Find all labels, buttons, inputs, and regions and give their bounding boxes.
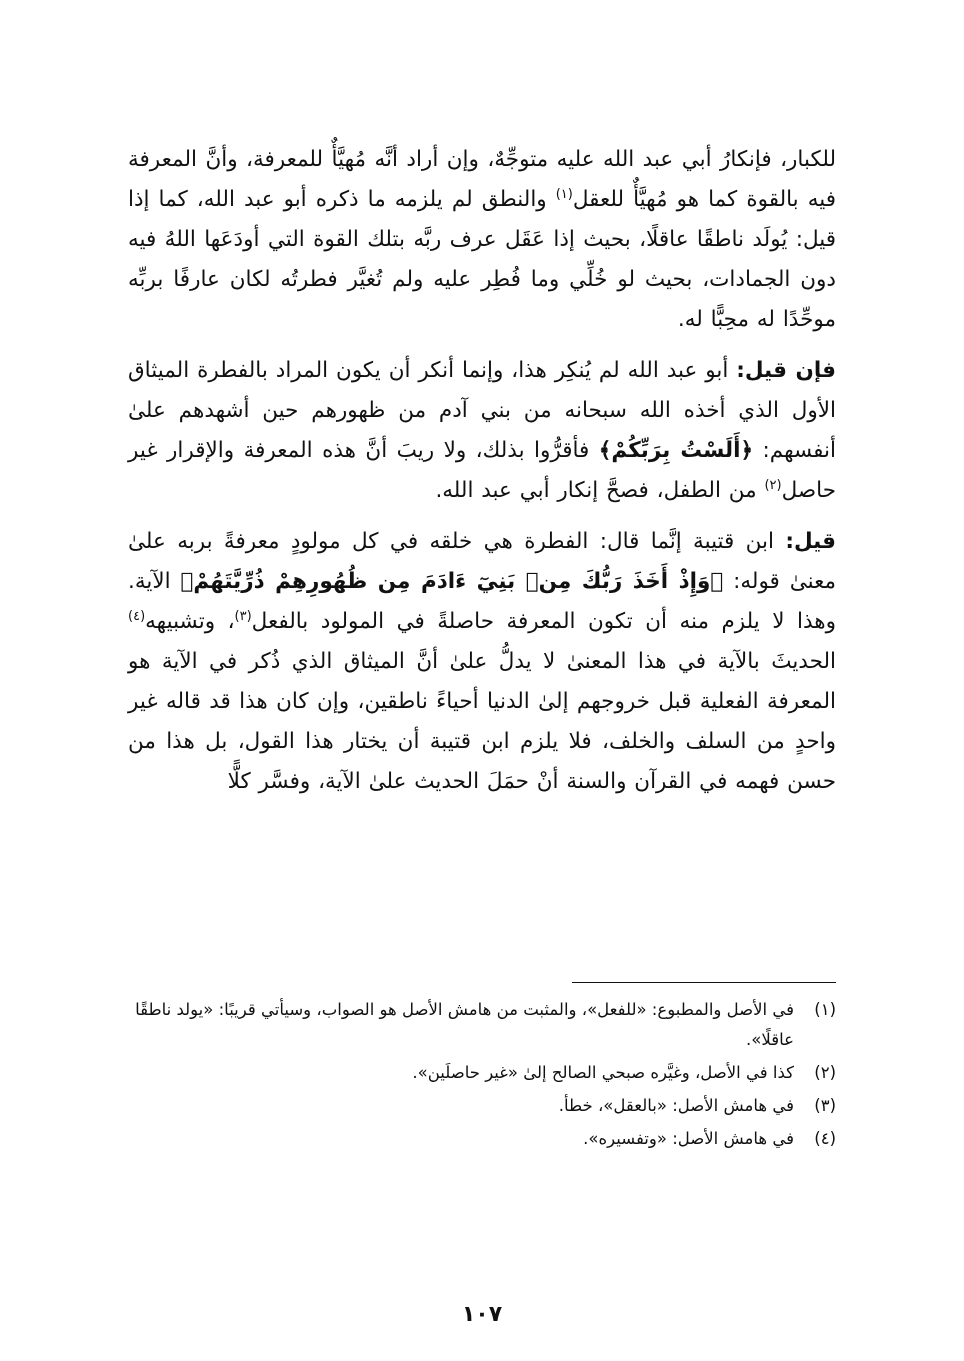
footnote-ref: (١) bbox=[555, 186, 573, 202]
footnote-ref: (٤) bbox=[128, 608, 146, 624]
footnote bbox=[128, 1124, 836, 1154]
page-number: ١٠٧ bbox=[461, 1302, 503, 1327]
paragraph bbox=[128, 522, 836, 802]
footnote-text: كذا في الأصل، وغيَّره صبحي الصالح إلىٰ «غير حاصلَين». bbox=[412, 1063, 794, 1082]
text-run: أبو عبد الله لم يُنكِر هذا، وإنما أنكر أن يكون المراد بالفطرة الميثاق الأول الذي أخذه الله سبحانه من بني آدم من ظهورهم حين أشهدهم علىٰ أنفسهم: bbox=[128, 358, 837, 463]
text-run: للكبار، فإنكارُ أبي عبد الله عليه متوجِّهٌ، وإن أراد أنَّه مُهيَّأٌ للمعرفة، وأنَّ المعرفة فيه بالقوة كما هو مُهيَّأٌ للعقل bbox=[128, 147, 836, 212]
paragraph-lead: قيل: bbox=[785, 529, 836, 554]
quran-quote: ﴿وَإِذْ أَخَذَ رَبُّكَ مِنۢ بَنِيٓ ءَادَمَ مِن ظُهُورِهِمْ ذُرِّيَّتَهُمْ﴾ bbox=[180, 569, 724, 594]
text-run: والنطق لم يلزمه ما ذكره أبو عبد الله، كما إذا قيل: يُولَد ناطقًا عاقلًا، بحيث إذا عَقَل عرف ربَّه بتلك القوة التي أودَعَها اللهُ فيه دون الجمادات، بحيث لو خُلِّي وما فُطِر عليه ولم تُغيَّر فطرتُه لكان عارفًا بربِّه موحِّدًا له محِبًّا له. bbox=[128, 187, 836, 332]
text-run: فأقرُّوا بذلك، ولا ريبَ أنَّ هذه المعرفة والإقرار غير حاصل bbox=[128, 438, 836, 503]
footnote-separator bbox=[572, 982, 836, 983]
text-run: من الطفل، فصحَّ إنكار أبي عبد الله. bbox=[435, 478, 765, 503]
footnote-number: (٣) bbox=[814, 1096, 836, 1115]
footnote bbox=[128, 995, 836, 1055]
footnote-ref: (٣) bbox=[234, 608, 252, 624]
footnote bbox=[128, 1058, 836, 1088]
text-run: ابن قتيبة إنَّما قال: الفطرة هي خلقه في كل مولودٍ معرفةً بربه علىٰ معنىٰ قوله: bbox=[128, 529, 836, 594]
footnote-number: (٢) bbox=[814, 1063, 836, 1082]
footnotes-list bbox=[128, 995, 836, 1157]
paragraph-lead: فإن قيل: bbox=[736, 358, 836, 383]
footnote-text: في هامش الأصل: «وتفسيره». bbox=[583, 1129, 794, 1148]
footnote-number: (١) bbox=[814, 1000, 836, 1019]
text-run: الآية. وهذا لا يلزم منه أن تكون المعرفة حاصلةً في المولود بالفعل bbox=[128, 569, 836, 634]
text-run: ، وتشبيهه bbox=[145, 609, 235, 634]
paragraph bbox=[128, 351, 836, 511]
main-text bbox=[128, 140, 836, 802]
quran-quote: ﴿أَلَسْتُ بِرَبِّكُمْ﴾ bbox=[598, 438, 754, 463]
paragraph bbox=[128, 140, 836, 340]
footnote-number: (٤) bbox=[814, 1129, 836, 1148]
footnote bbox=[128, 1091, 836, 1121]
page-body bbox=[128, 140, 836, 1300]
footnote-ref: (٢) bbox=[764, 477, 782, 493]
footnote-text: في الأصل والمطبوع: «للفعل»، والمثبت من هامش الأصل هو الصواب، وسيأتي قريبًا: «يولد ناطقًا عاقلًا». bbox=[135, 1000, 794, 1049]
text-run: الحديثَ بالآية في هذا المعنىٰ لا يدلُّ علىٰ أنَّ الميثاق الذي ذُكر في الآية هو المعرفة الفعلية قبل خروجهم إلىٰ الدنيا أحياءً ناطقين، وإن كان هذا قد قاله غير واحدٍ من السلف والخلف، فلا يلزم ابن قتيبة أن يختار هذا القول، بل هذا من حسن فهمه في القرآن والسنة أنْ حمَلَ الحديث علىٰ الآية، وفسَّر كلًّا bbox=[128, 649, 836, 794]
footnote-text: في هامش الأصل: «بالعقل»، خطأ. bbox=[558, 1096, 794, 1115]
